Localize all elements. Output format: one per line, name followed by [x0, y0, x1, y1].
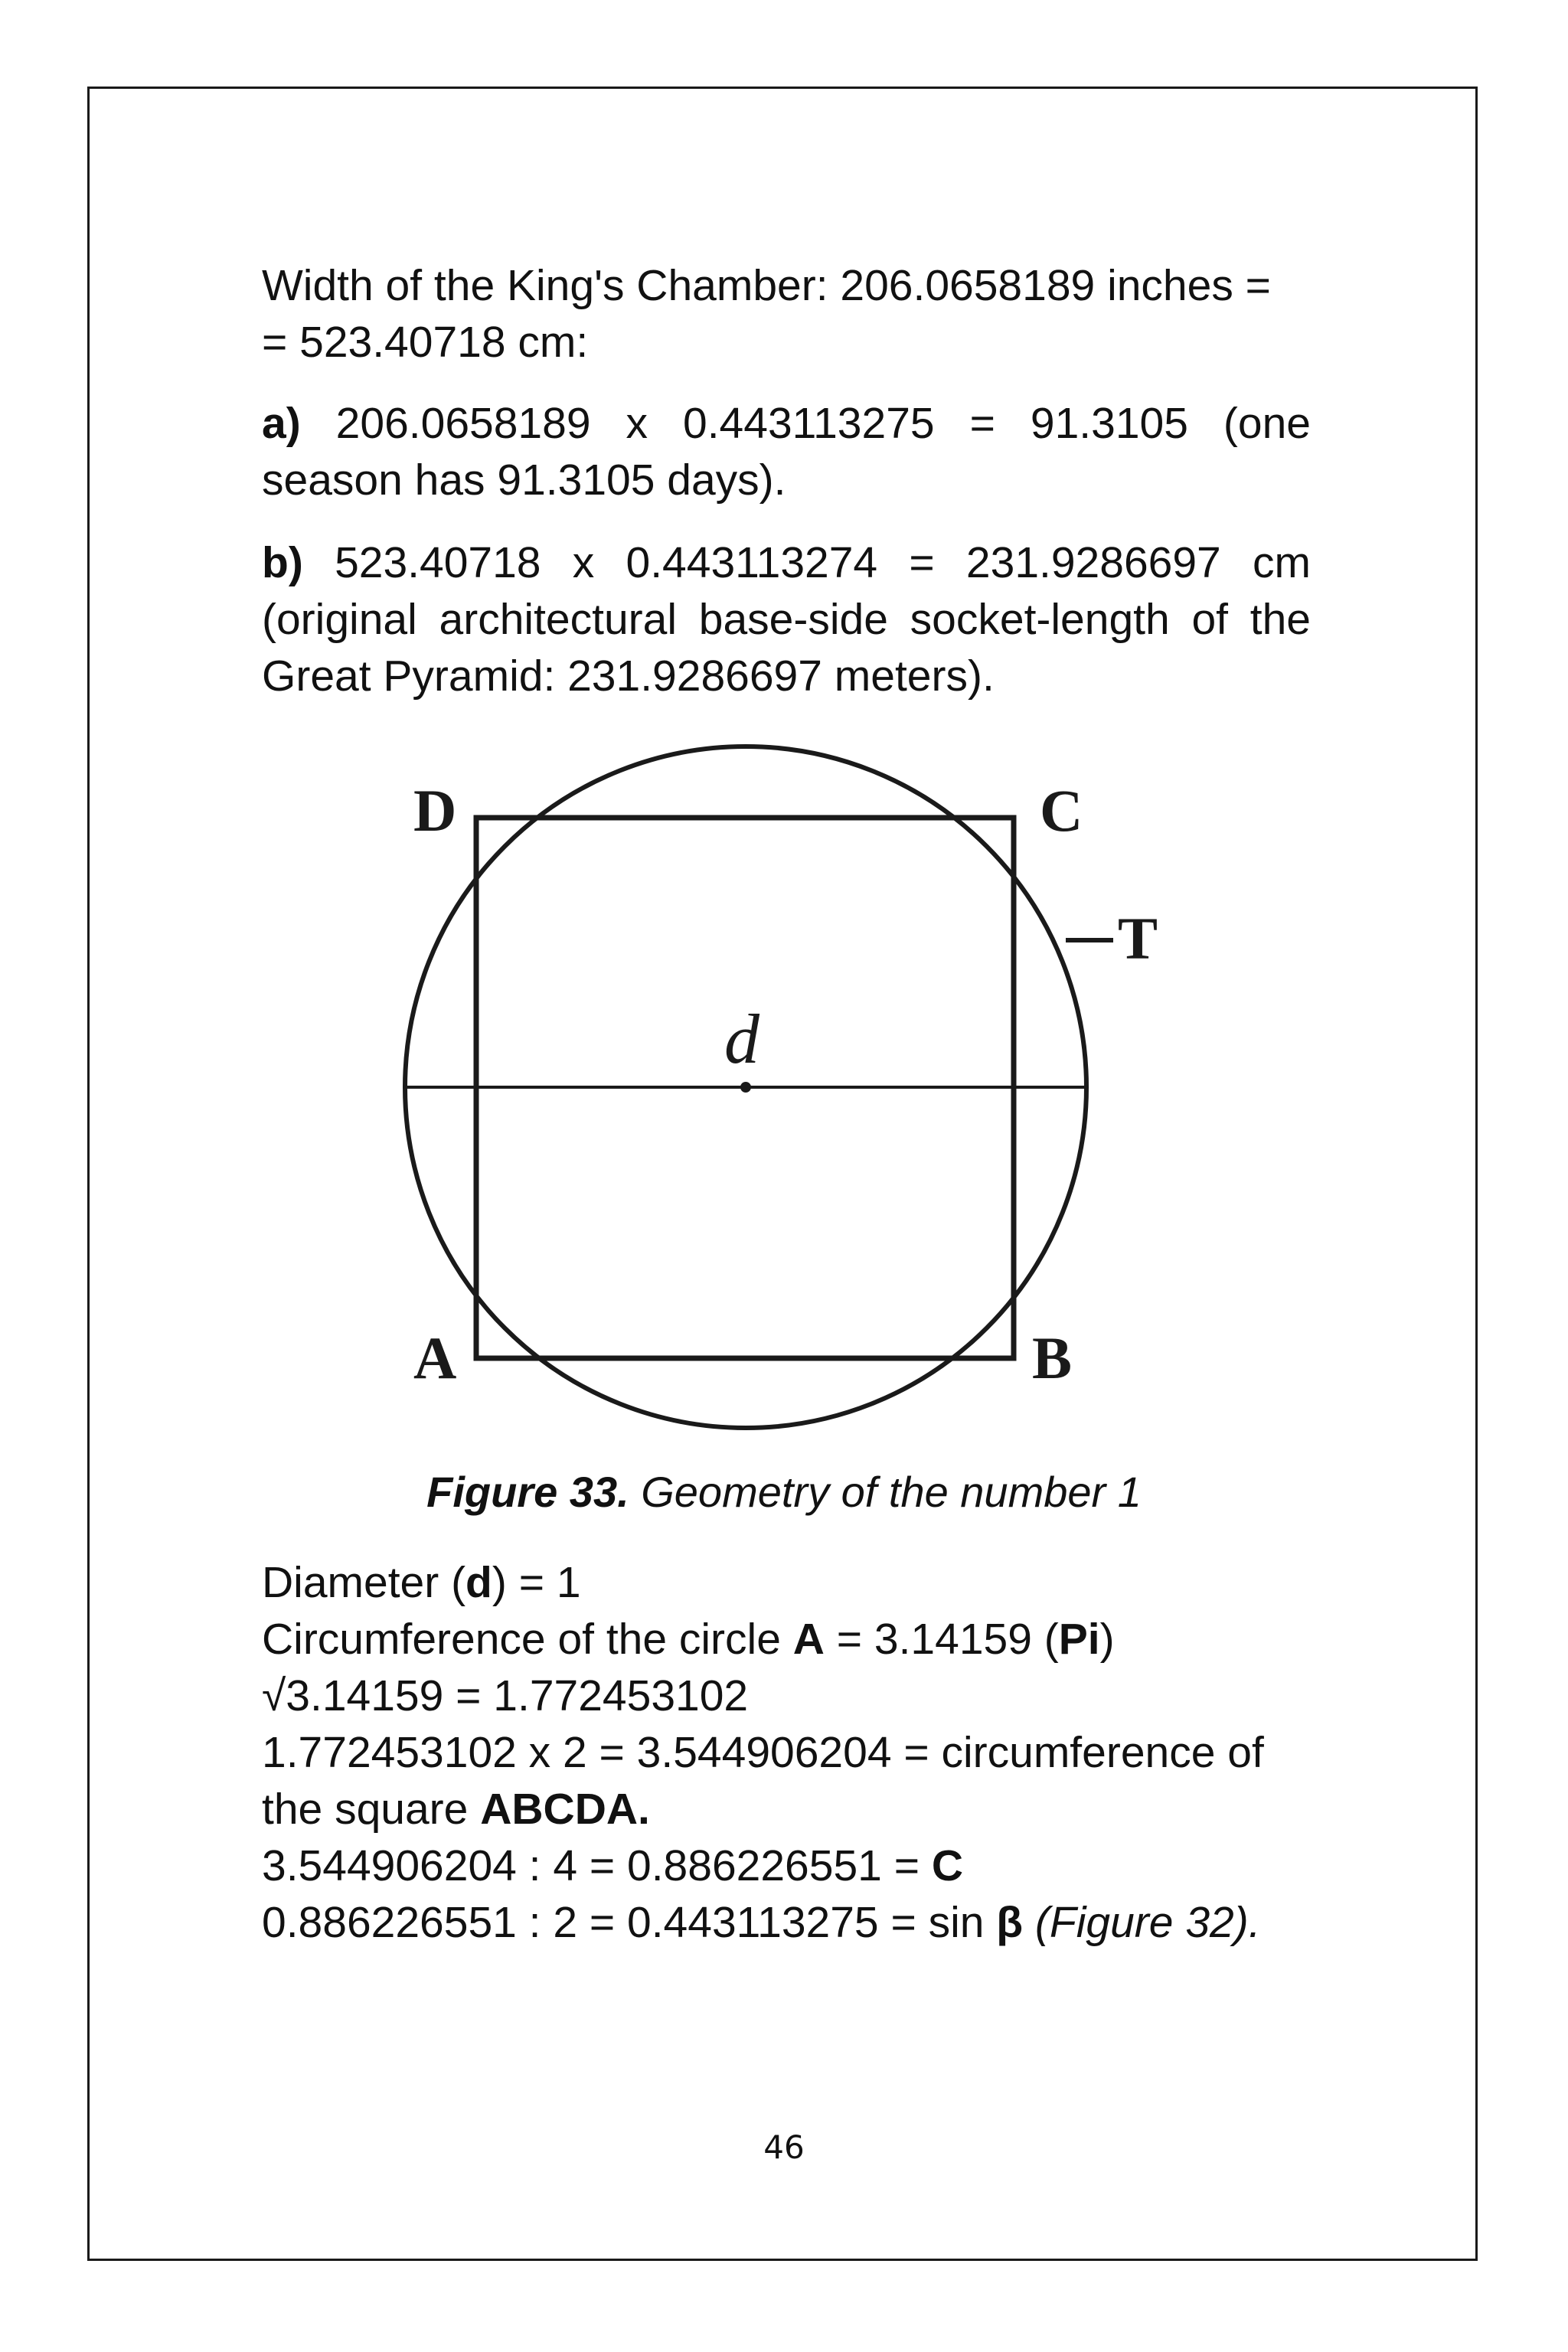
vertex-label-d: D	[413, 777, 457, 844]
item-b-paragraph	[262, 534, 1311, 704]
calc-line-7: 0.886226551 : 2 = 0.443113275 = sin β (Figure 32).	[262, 1898, 1261, 1947]
figure-33	[383, 735, 1240, 1470]
item-b-label: b)	[262, 538, 303, 587]
item-a-text: 206.0658189 x 0.443113275 = 91.3105 (one season has 91.3105 days).	[262, 399, 1311, 505]
calc-line-6: 3.544906204 : 4 = 0.886226551 = C	[262, 1841, 963, 1890]
calc-line-1: Diameter (d) = 1	[262, 1558, 581, 1607]
figure-caption-text: Geometry of the number 1	[629, 1468, 1142, 1516]
tangent-label-t: T	[1118, 905, 1158, 972]
page-number: 46	[763, 2128, 805, 2166]
vertex-label-a: A	[413, 1325, 457, 1391]
figure-caption	[0, 1467, 1568, 1517]
calc-line-3: √3.14159 = 1.772453102	[262, 1671, 749, 1720]
item-b-text: 523.40718 x 0.443113274 = 231.9286697 cm (original architectural base-side socket-length of the Great Pyramid: 231.9286697 meters).	[262, 538, 1311, 701]
vertex-label-b: B	[1032, 1325, 1073, 1391]
intro-paragraph	[262, 257, 1311, 371]
calc-line-2: Circumference of the circle A = 3.14159 (Pi)	[262, 1615, 1115, 1664]
geometry-diagram	[383, 735, 1240, 1470]
diameter-label-d: d	[724, 1000, 760, 1078]
item-a-paragraph	[262, 395, 1311, 508]
intro-line-1: Width of the King's Chamber: 206.0658189 inches =	[262, 261, 1271, 310]
calc-line-5: the square ABCDA.	[262, 1785, 650, 1834]
vertex-label-c: C	[1040, 777, 1083, 844]
figure-caption-label: Figure 33.	[426, 1468, 629, 1516]
item-a-label: a)	[262, 399, 301, 448]
intro-line-2: = 523.40718 cm:	[262, 318, 589, 367]
calculation-block	[262, 1554, 1311, 1951]
calc-line-4: 1.772453102 x 2 = 3.544906204 = circumference of	[262, 1728, 1264, 1777]
center-point	[740, 1082, 751, 1093]
